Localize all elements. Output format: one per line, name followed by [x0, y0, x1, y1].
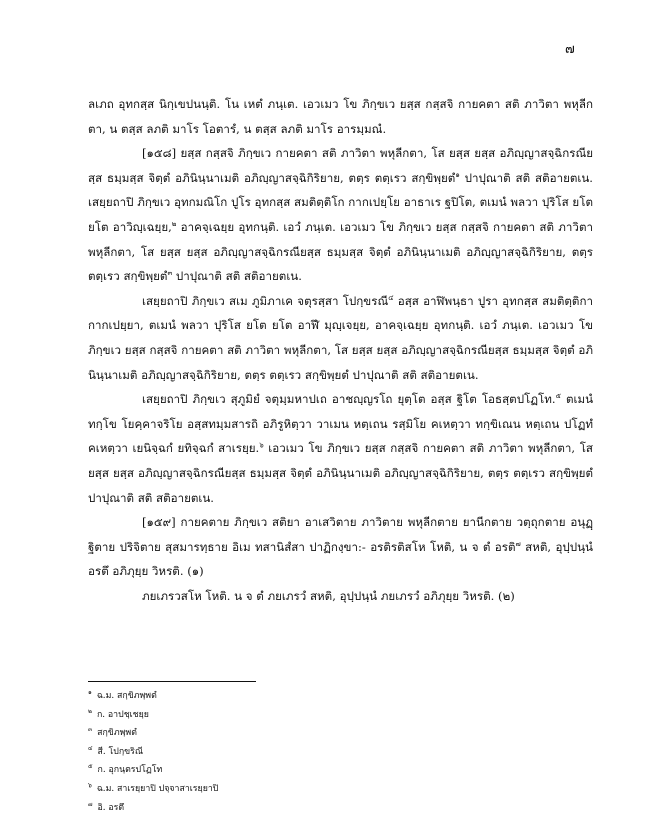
paragraph-text: ภยเภรวสโห โหติ. น จ ตํ ภยเภรวํ สหติ, อุปฺปนฺนํ ภยเภรวํ อภิภุยฺย วิหรติ. (๒)	[142, 588, 515, 603]
footnote-reference: ๗	[515, 539, 521, 548]
footnote-mark: ๕	[88, 763, 93, 771]
paragraph-text: ลเภถ อุทกสฺส นิกฺเขปนนฺติ. โน เหตํ ภนฺเต. เอวเมว โข ภิกฺขเว ยสฺส กสฺสจิ กายคตา สติ ภาวิตา พหุลีกตา, น ตสฺส ลภติ มาโร โอตารํ, น ตสฺส ลภติ มาโร อารมฺมณํ.	[88, 97, 593, 136]
paragraph	[88, 510, 593, 584]
footnote-mark: ๑	[88, 689, 92, 697]
footnote	[88, 761, 593, 780]
page-number: ๗	[565, 42, 575, 57]
footnotes	[88, 687, 593, 817]
footnote-text: ก. อุกนฺตรปโฏโท	[97, 765, 163, 776]
paragraph-text: สหติ, อุปฺปนฺนํ อรตึ อภิภุยฺย วิหรติ. (๑)	[88, 539, 593, 579]
footnote-mark: ๖	[88, 782, 92, 790]
footnote-reference: ๕	[555, 392, 561, 401]
footnote-reference: ๖	[259, 441, 264, 450]
footnote-reference: ๓	[167, 269, 173, 278]
footnote	[88, 780, 593, 799]
paragraph-text: [๑๕๙] กายคตาย ภิกฺขเว สติยา อาเสวิตาย ภาวิตาย พหุลีกตาย ยานีกตาย วตฺถุกตาย อนุฏฺฐิตาย ปริจิตาย สุสมารทฺธาย อิเม ทสานิสํสา ปาฏิกงฺขา:- อรติรติสโห โหติ, น จ ตํ อรติ	[88, 515, 593, 554]
paragraph-text: อาคจฺเฉยฺย อุทกนฺติ. เอวํ ภนฺเต. เอวเมว โข ภิกฺขเว ยสฺส กสฺสจิ กายคตา สติ ภาวิตา พหุลีกตา, โส ยสฺส ยสฺส อภิญฺญาสจฺฉิกรณียสฺส ธมฺมสฺส จิตฺตํ อภินินฺนาเมติ อภิญฺญาสจฺฉิกิริยาย, ตตฺร ตตฺเรว สกฺขิพฺยตํ	[88, 219, 593, 284]
footnote-mark: ๗	[88, 800, 93, 808]
paragraph	[88, 289, 593, 387]
footnote-reference: ๒	[171, 220, 177, 229]
footnote-mark: ๓	[88, 726, 93, 734]
footnote-text: ฉ.ม. สาเรยฺยาปิ ปจฺจาสาเรยฺยาปิ	[96, 783, 219, 794]
paragraph-text: อสฺส อาฬิพนฺธา ปูรา อุทกสฺส สมติตฺติกา กากเปยฺยา, ตเมนํ พลวา ปุริโส ยโต ยโต อาฬึ มุญฺเจยฺย, อาคจฺเฉยฺย อุทกนฺติ. เอวํ ภนฺเต. เอวเมว โข ภิกฺขเว ยสฺส กสฺสจิ กายคตา สติ ภาวิตา พหุลีกตา, โส ยสฺส ยสฺส อภิญฺญาสจฺฉิกรณียสฺส ธมฺมสฺส จิตฺตํ อภินินฺนาเมติ อภิญฺญาสจฺฉิกิริยาย, ตตฺร ตตฺเรว สกฺขิพฺยตํ ปาปุณาติ สติ สติอายตเน.	[88, 293, 593, 382]
footnote-text: ฉ.ม. สกฺขิภพฺพตํ	[96, 691, 157, 701]
footnote-text: ก. อาปชฺเชยฺย	[96, 709, 149, 720]
footnote-reference: ๑	[455, 170, 460, 179]
paragraph	[88, 92, 593, 141]
footnote	[88, 724, 593, 743]
paragraph	[88, 584, 593, 609]
paragraph-text: เสยฺยถาปิ ภิกฺขเว สุภูมิยํ จตุมฺมหาปเถ อาชญฺญรโถ ยุตฺโต อสฺส ฐิโต โอธสฺตปโฏโท.	[142, 392, 556, 407]
paragraph-text: ปาปุณาติ สติ สติอายตเน.	[172, 269, 302, 284]
paragraph-text: เสยฺยถาปิ ภิกฺขเว สเม ภูมิภาเค จตุรสฺสา โปกฺขรณี	[142, 293, 389, 308]
footnote-text: สกฺขิภพฺพตํ	[97, 728, 137, 739]
footnote-text: อิ. อรตึ	[97, 802, 125, 813]
footnote-reference: ๔	[388, 293, 394, 302]
paragraph-text: เอวเมว โข ภิกฺขเว ยสฺส กสฺสจิ กายคตา สติ ภาวิตา พหุลีกตา, โส ยสฺส ยสฺส อภิญฺญาสจฺฉิกรณียสฺส ธมฺมสฺส จิตฺตํ อภินินฺนาเมติ อภิญฺญาสจฺฉิกิริยาย, ตตฺร ตตฺเรว สกฺขิพฺยตํ ปาปุณาติ สติ สติอายตเน.	[88, 441, 593, 505]
footnote-mark: ๒	[88, 707, 92, 715]
footnote-mark: ๔	[88, 744, 93, 752]
footnote	[88, 743, 593, 762]
paragraph	[88, 387, 593, 510]
footnote-text: สี. โปกฺขริณี	[97, 746, 144, 757]
footnote	[88, 799, 593, 818]
paragraph-text: ตเมนํ ทกฺโข โยคฺคาจริโย อสฺสทมฺมสารถิ อภิรูหิตฺวา วาเมน หตฺเถน รสฺมิโย คเหตฺวา ทกฺขิเณน หตฺเถน ปโฏทํ คเหตฺวา เยนิจฺฉกํ ยทิจฺฉกํ สาเรยฺย.	[88, 392, 594, 456]
body-text	[88, 92, 593, 608]
footnote	[88, 706, 593, 725]
paragraph	[88, 141, 593, 289]
footnote	[88, 687, 593, 706]
paragraph-text: ปาปุณาติ สติ สติอายตเน. เสยฺยถาปิ ภิกฺขเว อุทกมณิโก ปูโร อุทกสฺส สมติตฺติโก กากเปยฺโย อาธาเร ฐปิโต, ตเมนํ พลวา ปุริโส ยโต ยโต อาวิญฺเฉยฺย,	[88, 170, 593, 234]
paragraph-text: [๑๕๘] ยสฺส กสฺสจิ ภิกฺขเว กายคตา สติ ภาวิตา พหุลีกตา, โส ยสฺส ยสฺส อภิญฺญาสจฺฉิกรณียสฺส ธมฺมสฺส จิตฺตํ อภินินฺนาเมติ อภิญฺญาสจฺฉิกิริยาย, ตตฺร ตตฺเรว สกฺขิพฺยตํ	[88, 146, 593, 185]
footnote-divider	[88, 681, 256, 682]
